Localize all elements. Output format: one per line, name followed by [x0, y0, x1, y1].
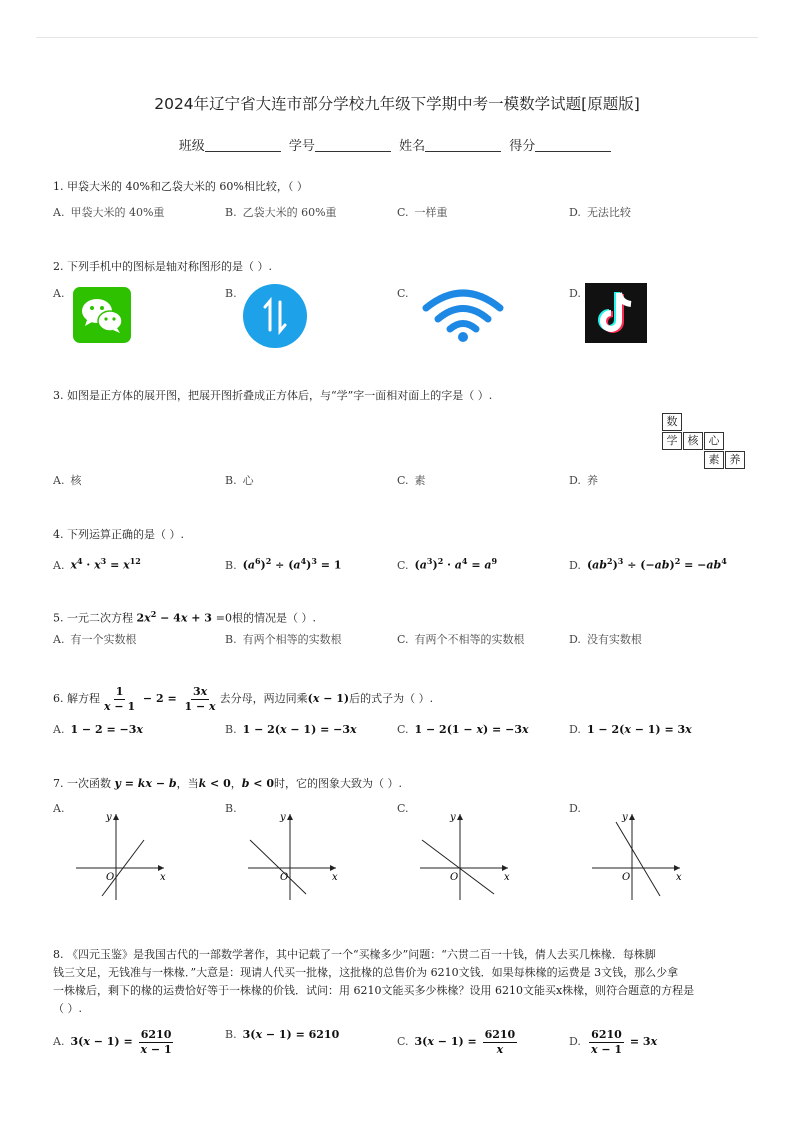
question-2-stem: 2. 下列手机中的图标是轴对称图形的是（ ）. — [53, 260, 272, 273]
score-label: 得分 — [509, 139, 536, 154]
q6-option-a[interactable]: A. 1 − 2 = −3x — [53, 723, 143, 736]
net-cell-xue: 学 — [662, 432, 682, 450]
q1-option-d[interactable]: D. 无法比较 — [569, 206, 631, 219]
axis-y-label: y — [450, 812, 456, 823]
q3-option-b[interactable]: B. 心 — [225, 474, 254, 487]
q6-option-c[interactable]: C. 1 − 2(1 − x) = −3x — [397, 723, 529, 736]
q4-option-b[interactable]: B. $(a^6)^2 \div (a^4)^3 = 1$ — [225, 556, 342, 572]
axis-y-label: y — [280, 812, 286, 823]
axis-y-label: y — [106, 812, 112, 823]
q2-option-c[interactable]: C. — [397, 287, 409, 300]
name-label: 姓名 — [399, 139, 426, 154]
page-title: 2024年辽宁省大连市部分学校九年级下学期中考一模数学试题[原题版] — [154, 95, 640, 113]
axis-y-label: y — [622, 812, 628, 823]
question-6-stem: 6. 解方程 $\frac{1}{x - 1}$ − 2 = $\frac{3x}{1 - x}$ 去分母，两边同乘(x − 1)后的式子为（ ）. — [53, 684, 434, 713]
question-8-line-3: 一株椽后，剩下的椽的运费恰好等于一株椽的价钱．试问：用 6210文能买多少株椽？设用 6210文能买x株椽，则符合题意的方程是 — [53, 984, 695, 997]
q8-option-c[interactable]: C. 3(x − 1) = $\frac{6210}{x}$ — [397, 1027, 516, 1056]
q4-option-a[interactable]: A. $x^4 \cdot x^3 = x^{12}$ — [53, 556, 141, 572]
q2-option-a[interactable]: A. — [53, 287, 65, 300]
q8-option-d[interactable]: D. $\frac{6210}{x - 1}$ = 3x — [569, 1027, 658, 1056]
q5-option-a[interactable]: A. 有一个实数根 — [53, 633, 137, 646]
id-blank[interactable] — [315, 137, 391, 152]
net-cell-yang: 养 — [725, 451, 745, 469]
transfer-arrows-icon — [241, 283, 309, 349]
q3-option-c[interactable]: C. 素 — [397, 474, 426, 487]
axis-x-label: x — [676, 872, 682, 883]
q5-option-b[interactable]: B. 有两个相等的实数根 — [225, 633, 342, 646]
question-1-stem: 1. 甲袋大米的 40%和乙袋大米的 60%相比较，（ ） — [53, 180, 308, 193]
wechat-icon — [73, 287, 131, 343]
question-5-stem: 5. 一元二次方程 $2x^2 - 4x + 3 =0$根的情况是（ ）. — [53, 609, 316, 625]
q3-option-a[interactable]: A. 核 — [53, 474, 82, 487]
origin-label: O — [280, 872, 289, 883]
question-8-line-2: 钱三文足，无钱准与一株椽．”大意是：现请人代买一批椽，这批椽的总售价为 6210文钱．如果每株椽的运费是 3文钱，那么少拿 — [53, 966, 679, 979]
q8-option-b[interactable]: B. 3(x − 1) = 6210 — [225, 1028, 340, 1041]
top-rule — [36, 37, 758, 38]
q6-option-d[interactable]: D. 1 − 2(x − 1) = 3x — [569, 723, 692, 736]
origin-label: O — [622, 872, 631, 883]
q1-option-c[interactable]: C. 一样重 — [397, 206, 448, 219]
student-info-line — [0, 135, 794, 154]
net-cell-he: 核 — [683, 432, 703, 450]
q5-option-c[interactable]: C. 有两个不相等的实数根 — [397, 633, 525, 646]
q2-option-d[interactable]: D. — [569, 287, 581, 300]
question-7-stem: 7. 一次函数 y = kx − b，当k < 0，b < 0时，它的图象大致为（ ）. — [53, 777, 402, 790]
graph-option-b — [244, 808, 344, 903]
graph-option-d — [588, 808, 688, 903]
id-label: 学号 — [288, 139, 315, 154]
q7-option-a[interactable]: A. — [53, 802, 65, 815]
q1-option-b[interactable]: B. 乙袋大米的 60%重 — [225, 206, 337, 219]
origin-label: O — [106, 872, 115, 883]
q7-option-b[interactable]: B. — [225, 802, 237, 815]
question-3-stem: 3. 如图是正方体的展开图，把展开图折叠成正方体后，与“学”字一面相对面上的字是（ ）. — [53, 389, 493, 402]
origin-label: O — [450, 872, 459, 883]
class-label: 班级 — [178, 139, 205, 154]
graph-option-a — [72, 808, 172, 903]
tiktok-icon — [585, 283, 647, 343]
q7-option-d[interactable]: D. — [569, 802, 581, 815]
q5-option-d[interactable]: D. 没有实数根 — [569, 633, 642, 646]
q1-option-a[interactable]: A. 甲袋大米的 40%重 — [53, 206, 165, 219]
q2-option-b[interactable]: B. — [225, 287, 237, 300]
q3-option-d[interactable]: D. 养 — [569, 474, 598, 487]
wifi-icon — [422, 286, 504, 344]
class-blank[interactable] — [205, 137, 281, 152]
question-8-line-4: （ ）. — [53, 1002, 82, 1015]
net-cell-xin: 心 — [704, 432, 724, 450]
net-cell-su: 素 — [704, 451, 724, 469]
score-blank[interactable] — [535, 137, 611, 152]
net-cell-shu: 数 — [662, 413, 682, 431]
axis-x-label: x — [504, 872, 510, 883]
q4-option-c[interactable]: C. $(a^3)^2 \cdot a^4 = a^9$ — [397, 556, 498, 572]
name-blank[interactable] — [425, 137, 501, 152]
q4-option-d[interactable]: D. $(ab^2)^3 \div (-ab)^2 = -ab^4$ — [569, 556, 727, 572]
q7-option-c[interactable]: C. — [397, 802, 409, 815]
question-4-stem: 4. 下列运算正确的是（ ）. — [53, 528, 184, 541]
q8-option-a[interactable]: A. 3(x − 1) = $\frac{6210}{x - 1}$ — [53, 1027, 172, 1056]
question-8-line-1: 8. 《四元玉鉴》是我国古代的一部数学著作，其中记载了一个“买椽多少”问题：“六贯二百一十钱，倩人去买几株椽．每株脚 — [53, 948, 656, 961]
axis-x-label: x — [332, 872, 338, 883]
graph-option-c — [416, 808, 516, 903]
q6-option-b[interactable]: B. 1 − 2(x − 1) = −3x — [225, 723, 357, 736]
axis-x-label: x — [160, 872, 166, 883]
